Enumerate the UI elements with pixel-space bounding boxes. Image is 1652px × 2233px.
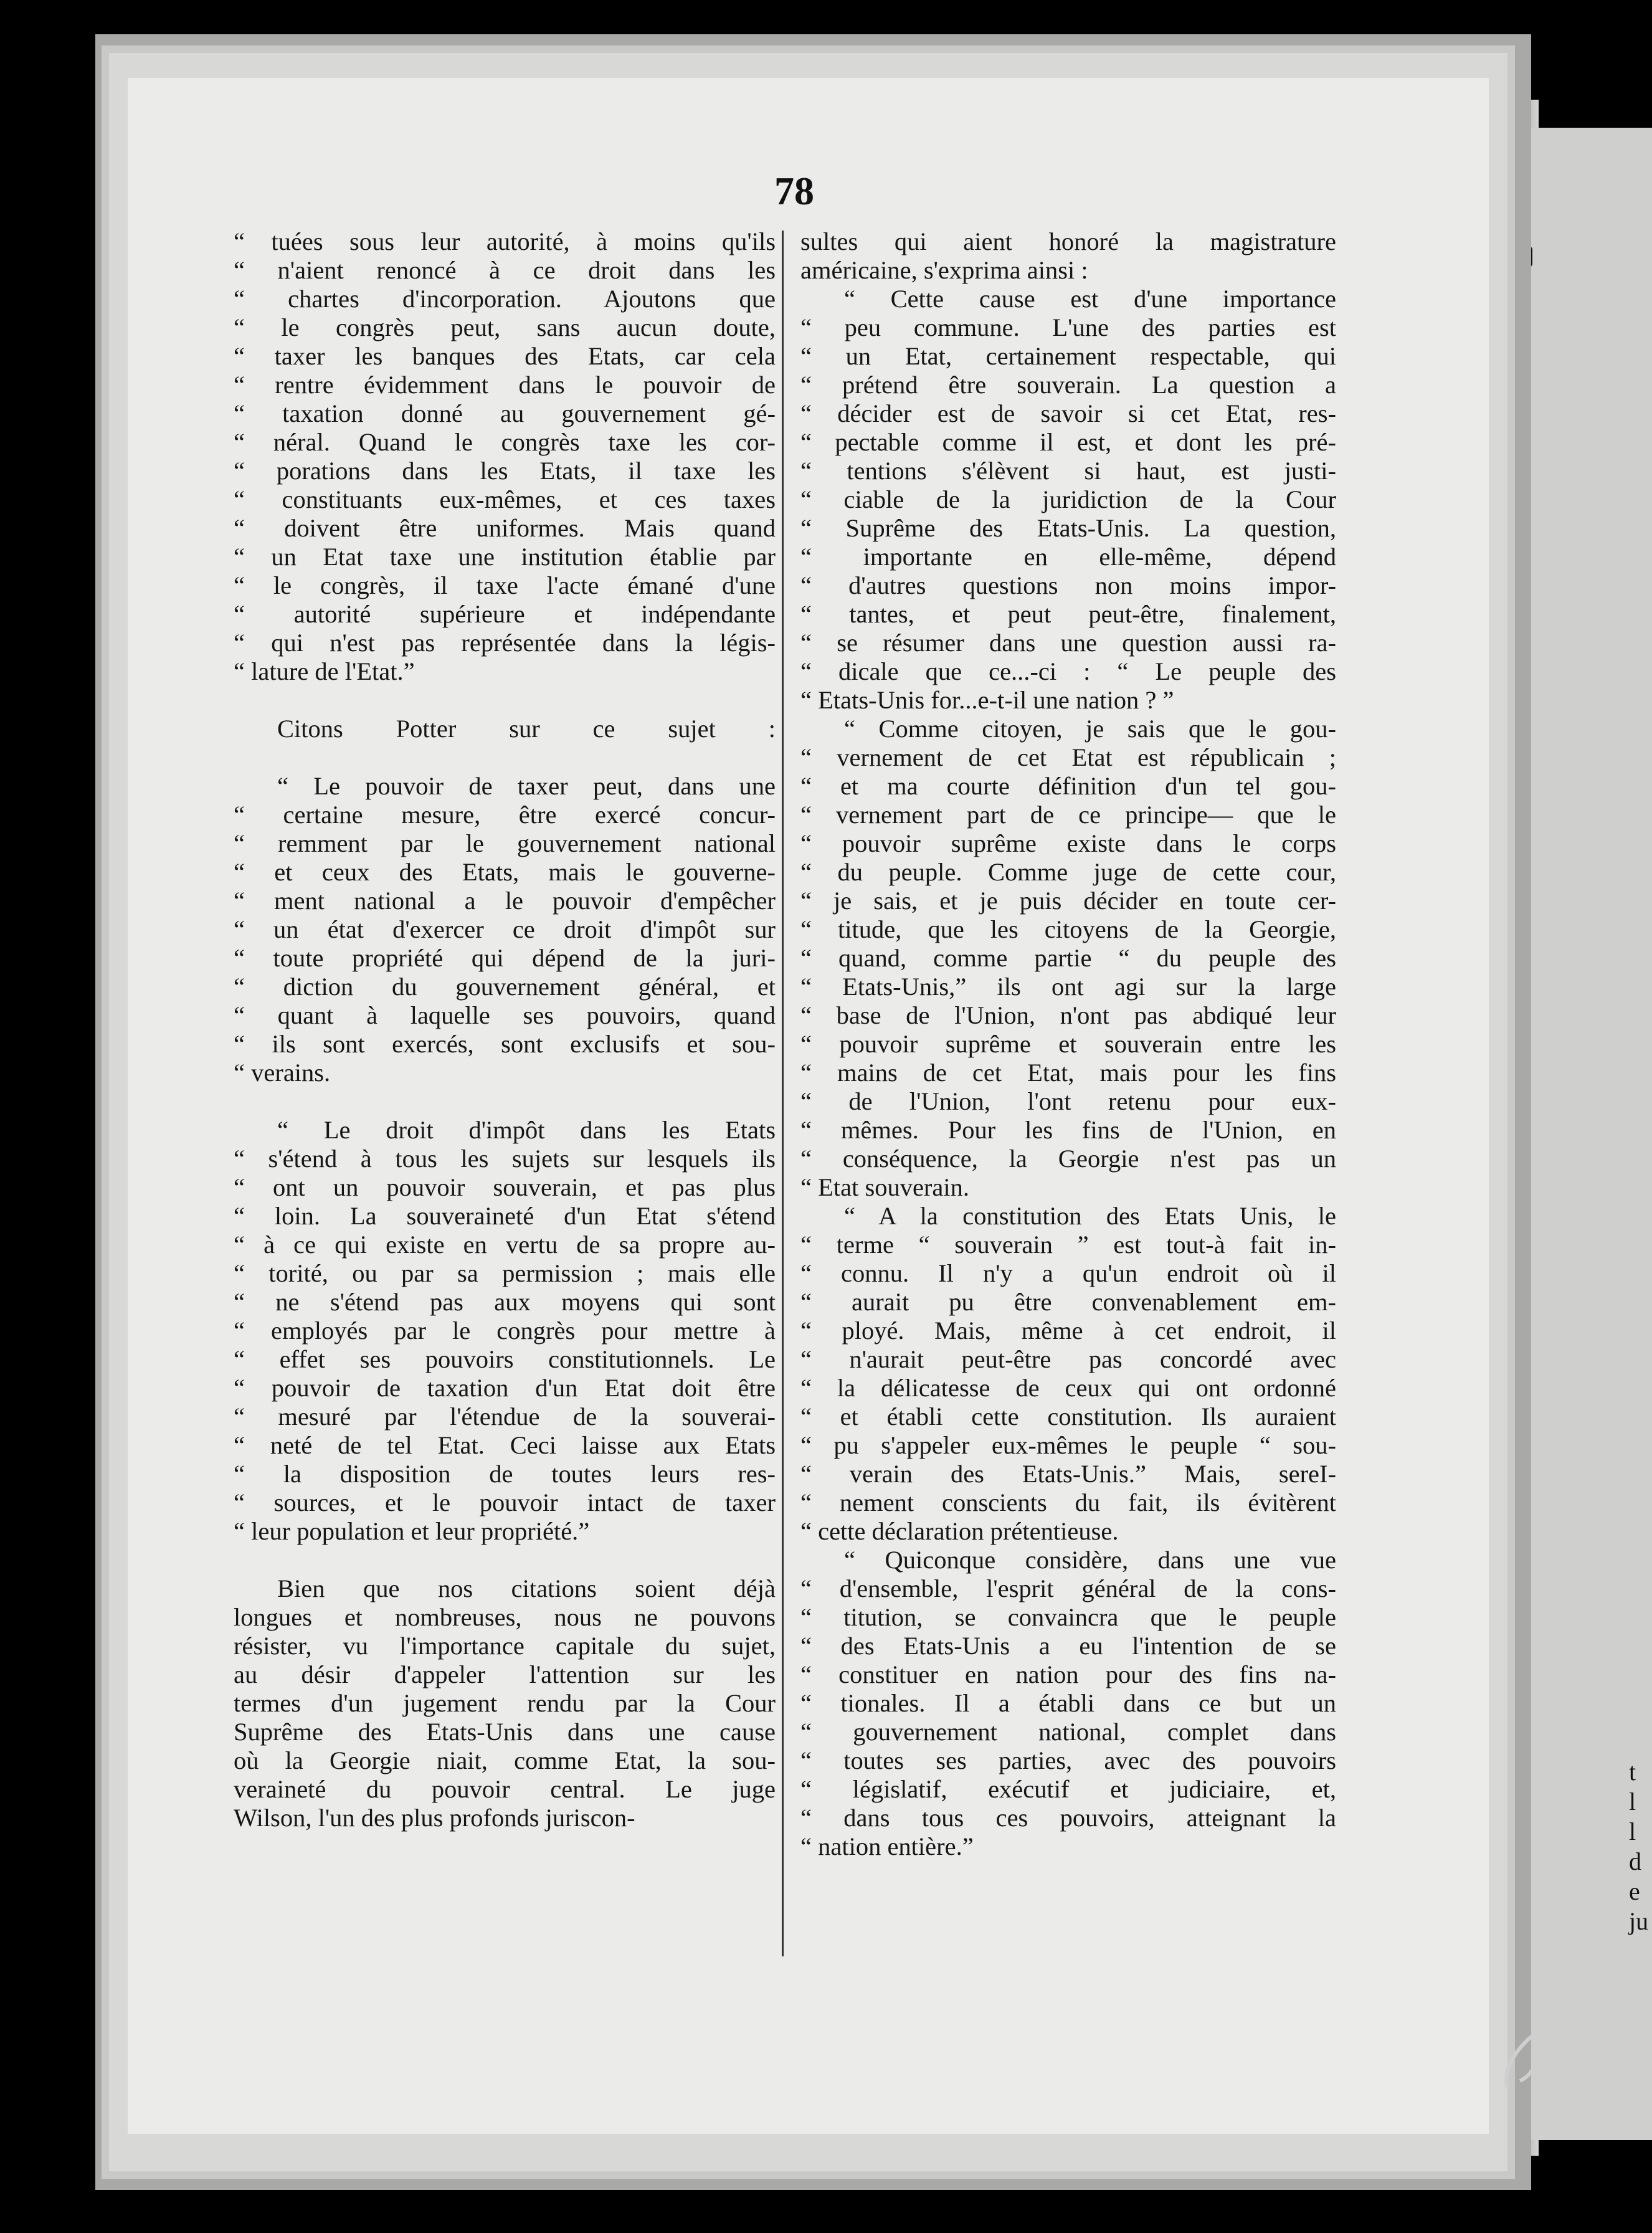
text-line: “ la disposition de toutes leurs res- xyxy=(234,1460,776,1488)
text-line: “ Etat souverain. xyxy=(800,1173,970,1201)
text-line: “ ment national a le pouvoir d'empêcher xyxy=(234,887,776,915)
text-line: “ pouvoir de taxation d'un Etat doit être xyxy=(234,1374,776,1402)
text-line: “ tantes, et peut peut-être, finalement, xyxy=(800,600,1336,628)
text-line: “ effet ses pouvoirs constitutionnels. Le xyxy=(234,1345,776,1373)
text-line: “ pouvoir suprême existe dans le corps xyxy=(800,829,1336,857)
quote-paragraph xyxy=(800,1546,1336,1861)
text-line: “ nation entière.” xyxy=(800,1832,974,1860)
text-line: “ A la constitution des Etats Unis, le xyxy=(844,1202,1336,1230)
fragment-line: d xyxy=(1629,1847,1641,1875)
text-line: “ conséquence, la Georgie n'est pas un xyxy=(800,1145,1336,1173)
column-divider xyxy=(782,231,784,1956)
text-line: “ Le droit d'impôt dans les Etats xyxy=(277,1116,776,1144)
text-line: “ chartes d'incorporation. Ajoutons que xyxy=(234,285,776,313)
text-line: “ quand, comme partie “ du peuple des xyxy=(800,944,1336,972)
text-line: “ neté de tel Etat. Ceci laisse aux Etats xyxy=(234,1431,776,1459)
text-line: “ la délicatesse de ceux qui ont ordonné xyxy=(800,1374,1336,1402)
text-line: Wilson, l'un des plus profonds juriscon- xyxy=(234,1804,635,1832)
text-line: “ n'aient renoncé à ce droit dans les xyxy=(234,256,776,284)
text-line: “ loin. La souveraineté d'un Etat s'étend xyxy=(234,1202,776,1230)
text-line: “ je sais, et je puis décider en toute cer- xyxy=(800,887,1336,915)
left-column xyxy=(234,227,776,1832)
text-line: américaine, s'exprima ainsi : xyxy=(800,256,1088,284)
text-line: “ autorité supérieure et indépendante xyxy=(234,600,776,628)
text-line: “ vernement part de ce principe— que le xyxy=(800,801,1336,829)
text-line: “ se résumer dans une question aussi ra- xyxy=(800,629,1336,657)
text-line: “ et établi cette constitution. Ils auraient xyxy=(800,1402,1336,1431)
paragraph xyxy=(234,227,776,686)
fragment-line: l xyxy=(1629,1817,1636,1845)
page-number: 78 xyxy=(774,169,814,213)
text-line: “ certaine mesure, être exercé concur- xyxy=(234,801,776,829)
text-line: “ néral. Quand le congrès taxe les cor- xyxy=(234,428,776,456)
text-line: “ un état d'exercer ce droit d'impôt sur xyxy=(234,915,776,943)
text-line: “ importante en elle-même, dépend xyxy=(800,543,1336,571)
quote-paragraph xyxy=(800,285,1336,715)
text-line: “ terme “ souverain ” est tout-à fait in- xyxy=(800,1231,1336,1259)
text-line: “ des Etats-Unis a eu l'intention de se xyxy=(800,1632,1336,1660)
text-line: “ pouvoir suprême et souverain entre les xyxy=(800,1030,1336,1058)
text-line: Suprême des Etats-Unis dans une cause xyxy=(234,1718,776,1746)
text-line: “ porations dans les Etats, il taxe les xyxy=(234,457,776,485)
text-line: “ Comme citoyen, je sais que le gou- xyxy=(844,715,1336,743)
text-line: “ diction du gouvernement général, et xyxy=(234,973,776,1001)
text-line: “ ont un pouvoir souverain, et pas plus xyxy=(234,1173,776,1201)
text-line: “ remment par le gouvernement national xyxy=(234,829,776,857)
text-line: “ mesuré par l'étendue de la souverai- xyxy=(234,1402,776,1431)
text-line: “ verains. xyxy=(234,1059,331,1087)
text-line: “ base de l'Union, n'ont pas abdiqué leur xyxy=(800,1001,1336,1029)
quote-paragraph xyxy=(234,1116,776,1546)
text-line: “ vernement de cet Etat est républicain ; xyxy=(800,743,1336,771)
paragraph xyxy=(800,227,1336,285)
text-line: “ le congrès peut, sans aucun doute, xyxy=(234,313,776,341)
text-line: résister, vu l'importance capitale du sujet, xyxy=(234,1632,776,1660)
text-line: Bien que nos citations soient déjà xyxy=(277,1574,776,1602)
text-line: termes d'un jugement rendu par la Cour xyxy=(234,1689,776,1717)
text-line: “ tentions s'élèvent si haut, est justi- xyxy=(800,457,1336,485)
right-column xyxy=(800,227,1336,1861)
section-heading: Citons Potter sur ce sujet : xyxy=(277,715,776,743)
text-line: “ qui n'est pas représentée dans la légis- xyxy=(234,629,776,657)
text-line: “ pu s'appeler eux-mêmes le peuple “ sou- xyxy=(800,1431,1336,1459)
quote-paragraph xyxy=(800,1202,1336,1546)
fragment-line: l xyxy=(1629,1788,1636,1816)
text-line: “ sources, et le pouvoir intact de taxer xyxy=(234,1488,776,1516)
fragment-line: ju xyxy=(1629,1907,1649,1935)
text-line: “ un Etat, certainement respectable, qui xyxy=(800,342,1336,370)
text-line: “ d'autres questions non moins impor- xyxy=(800,571,1336,599)
text-line: “ rentre évidemment dans le pouvoir de xyxy=(234,371,776,399)
text-line: “ leur population et leur propriété.” xyxy=(234,1517,590,1545)
text-line: “ de l'Union, l'ont retenu pour eux- xyxy=(800,1087,1336,1115)
text-line: “ titude, que les citoyens de la Georgie, xyxy=(800,915,1336,943)
text-line: veraineté du pouvoir central. Le juge xyxy=(234,1775,776,1803)
text-line: “ Etats-Unis for...e-t-il une nation ? ” xyxy=(800,686,1174,714)
text-line: “ Suprême des Etats-Unis. La question, xyxy=(800,514,1336,542)
text-line: “ ployé. Mais, même à cet endroit, il xyxy=(800,1316,1336,1345)
text-line: “ constituer en nation pour des fins na- xyxy=(800,1660,1336,1688)
text-line: “ et ceux des Etats, mais le gouverne- xyxy=(234,858,776,886)
text-line: “ toute propriété qui dépend de la juri- xyxy=(234,944,776,972)
pencil-mark xyxy=(1495,2019,1570,2093)
quote-paragraph xyxy=(234,772,776,1087)
text-line: “ d'ensemble, l'esprit général de la cons- xyxy=(800,1574,1336,1602)
text-line: “ à ce qui existe en vertu de sa propre au- xyxy=(234,1231,776,1259)
text-line: “ gouvernement national, complet dans xyxy=(800,1718,1336,1746)
text-line: “ titution, se convaincra que le peuple xyxy=(800,1603,1336,1631)
text-line: “ mains de cet Etat, mais pour les fins xyxy=(800,1059,1336,1087)
text-line: “ et ma courte définition d'un tel gou- xyxy=(800,772,1336,800)
text-line: “ décider est de savoir si cet Etat, res- xyxy=(800,399,1336,427)
text-line: longues et nombreuses, nous ne pouvons xyxy=(234,1603,776,1631)
text-line: “ du peuple. Comme juge de cette cour, xyxy=(800,858,1336,886)
text-line: “ lature de l'Etat.” xyxy=(234,657,415,685)
text-line: “ cette déclaration prétentieuse. xyxy=(800,1517,1119,1545)
text-line: “ verain des Etats-Unis.” Mais, sereI- xyxy=(800,1460,1336,1488)
text-line: “ le congrès, il taxe l'acte émané d'une xyxy=(234,571,776,599)
adjacent-page-text xyxy=(1629,1757,1648,1936)
text-line: “ mêmes. Pour les fins de l'Union, en xyxy=(800,1116,1336,1144)
text-line: “ Le pouvoir de taxer peut, dans une xyxy=(277,772,776,800)
text-line: “ dicale que ce...-ci : “ Le peuple des xyxy=(800,657,1336,685)
fragment-line: t xyxy=(1629,1758,1636,1786)
text-line: “ pectable comme il est, et dont les pré- xyxy=(800,428,1336,456)
text-line: où la Georgie niait, comme Etat, la sou- xyxy=(234,1746,776,1774)
text-line: “ aurait pu être convenablement em- xyxy=(800,1288,1336,1316)
text-line: “ ciable de la juridiction de la Cour xyxy=(800,485,1336,513)
text-line: “ tionales. Il a établi dans ce but un xyxy=(800,1689,1336,1717)
text-line: “ constituants eux-mêmes, et ces taxes xyxy=(234,485,776,513)
text-line: sultes qui aient honoré la magistrature xyxy=(800,227,1336,255)
text-line: “ n'aurait peut-être pas concordé avec xyxy=(800,1345,1336,1373)
quote-paragraph xyxy=(800,715,1336,1202)
paragraph xyxy=(234,1574,776,1832)
text-line: “ taxation donné au gouvernement gé- xyxy=(234,399,776,427)
text-line: “ doivent être uniformes. Mais quand xyxy=(234,514,776,542)
text-line: au désir d'appeler l'attention sur les xyxy=(234,1660,776,1688)
text-line: “ toutes ses parties, avec des pouvoirs xyxy=(800,1746,1336,1774)
text-line: “ dans tous ces pouvoirs, atteignant la xyxy=(800,1804,1336,1832)
text-line: “ s'étend à tous les sujets sur lesquels ils xyxy=(234,1145,776,1173)
text-line: “ tuées sous leur autorité, à moins qu'ils xyxy=(234,227,776,255)
text-line: “ Etats-Unis,” ils ont agi sur la large xyxy=(800,973,1336,1001)
fragment-line: e xyxy=(1629,1877,1640,1905)
text-line: “ torité, ou par sa permission ; mais elle xyxy=(234,1259,776,1287)
text-line: “ quant à laquelle ses pouvoirs, quand xyxy=(234,1001,776,1029)
text-line: “ prétend être souverain. La question a xyxy=(800,371,1336,399)
text-line: “ connu. Il n'y a qu'un endroit où il xyxy=(800,1259,1336,1287)
text-line: “ employés par le congrès pour mettre à xyxy=(234,1316,776,1345)
text-line: “ législatif, exécutif et judiciaire, et, xyxy=(800,1775,1336,1803)
text-line: “ Quiconque considère, dans une vue xyxy=(844,1546,1336,1574)
text-line: “ Cette cause est d'une importance xyxy=(844,285,1336,313)
text-line: “ un Etat taxe une institution établie par xyxy=(234,543,776,571)
text-line: “ taxer les banques des Etats, car cela xyxy=(234,342,776,370)
text-line: “ peu commune. L'une des parties est xyxy=(800,313,1336,341)
text-line: “ ils sont exercés, sont exclusifs et sou- xyxy=(234,1030,776,1058)
text-line: “ nement conscients du fait, ils évitèrent xyxy=(800,1488,1336,1516)
text-line: “ ne s'étend pas aux moyens qui sont xyxy=(234,1288,776,1316)
